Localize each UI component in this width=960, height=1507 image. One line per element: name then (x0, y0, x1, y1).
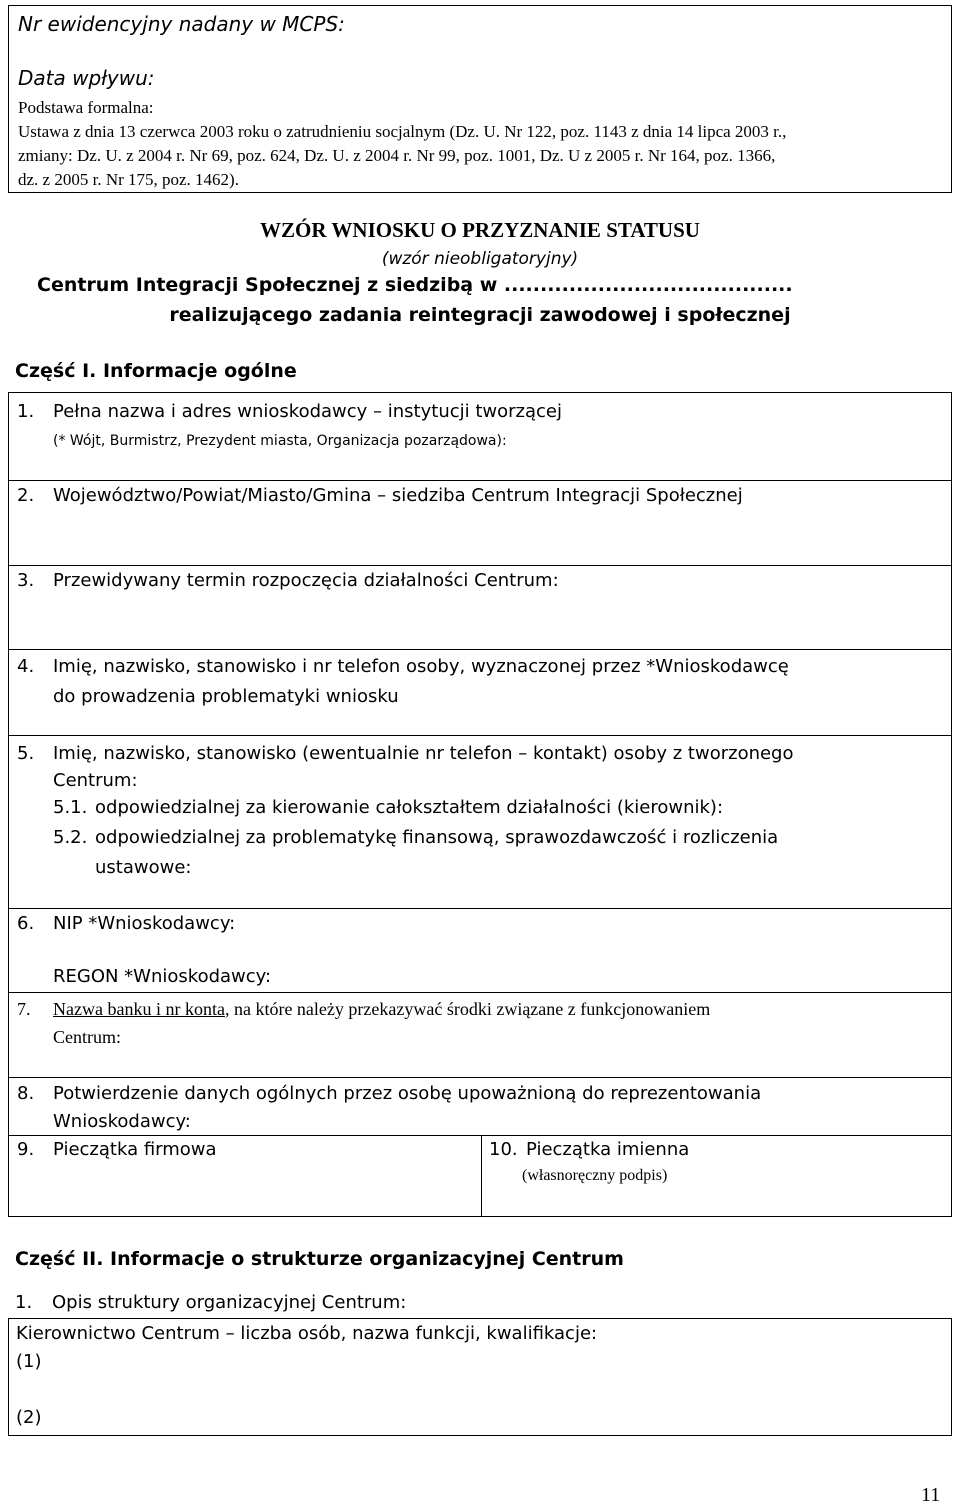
item5-1-number: 5.1. (53, 797, 88, 818)
item8-number: 8. (17, 1083, 35, 1104)
row-divider (9, 992, 951, 993)
item10-number: 10. (489, 1139, 518, 1160)
center-name-line: Centrum Integracji Społecznej z siedzibą w ........................................ (37, 274, 793, 296)
item6-number: 6. (17, 913, 35, 934)
item7-label-line-2: Centrum: (53, 1027, 121, 1047)
item9-number: 9. (17, 1139, 35, 1160)
item8-label-line-2: Wnioskodawcy: (53, 1111, 191, 1132)
bank-account-underlined: Nazwa banku i nr konta (53, 999, 225, 1019)
legal-basis-line-1: Ustawa z dnia 13 czerwca 2003 roku o zatrudnieniu socjalnym (Dz. U. Nr 122, poz. 1143 z dnia 14 lipca 2003 r., (18, 122, 787, 141)
receipt-date-label: Data wpływu: (18, 66, 155, 90)
item8-label-line-1: Potwierdzenie danych ogólnych przez osobę upoważnioną do reprezentowania (53, 1083, 762, 1104)
item4-label-line-2: do prowadzenia problematyki wniosku (53, 686, 399, 707)
management-entry-1: (1) (16, 1351, 42, 1372)
item5-2-number: 5.2. (53, 827, 88, 848)
item1-label: Pełna nazwa i adres wnioskodawcy – instytucji tworzącej (53, 401, 562, 422)
form-title: WZÓR WNIOSKU O PRZYZNANIE STATUSU (260, 218, 700, 242)
part2-item1-number: 1. (15, 1292, 33, 1313)
item2-label: Województwo/Powiat/Miasto/Gmina – siedziba Centrum Integracji Społecznej (53, 485, 743, 506)
row-divider (9, 1135, 951, 1136)
row-divider (9, 649, 951, 650)
general-info-table (8, 392, 952, 1217)
legal-basis-label: Podstawa formalna: (18, 98, 154, 117)
part1-title: Część I. Informacje ogólne (15, 360, 297, 382)
row-divider (9, 1077, 951, 1078)
item5-number: 5. (17, 743, 35, 764)
personal-stamp-label: Pieczątka imienna (526, 1139, 690, 1160)
legal-basis-line-2: zmiany: Dz. U. z 2004 r. Nr 69, poz. 624, Dz. U. z 2004 r. Nr 99, poz. 1001, Dz. U z 2005 r. Nr 164, poz. 1366, (18, 146, 776, 165)
row-divider (9, 908, 951, 909)
row-divider (9, 735, 951, 736)
item5-1-label: odpowiedzialnej za kierowanie całokształtem działalności (kierownik): (95, 797, 724, 818)
item7-number: 7. (17, 999, 31, 1019)
nip-label: NIP *Wnioskodawcy: (53, 913, 236, 934)
page-number: 11 (921, 1484, 941, 1506)
registry-number-label: Nr ewidencyjny nadany w MCPS: (18, 12, 345, 36)
item1-note: (* Wójt, Burmistrz, Prezydent miasta, Organizacja pozarządowa): (53, 433, 507, 449)
management-label: Kierownictwo Centrum – liczba osób, nazwa funkcji, kwalifikacje: (16, 1323, 598, 1344)
regon-label: REGON *Wnioskodawcy: (53, 966, 272, 987)
item5-label-line-1: Imię, nazwisko, stanowisko (ewentualnie nr telefon – kontakt) osoby z tworzonego (53, 743, 794, 764)
item5-label-line-2: Centrum: (53, 770, 138, 791)
registry-box (8, 5, 952, 193)
item3-number: 3. (17, 570, 35, 591)
signature-note: (własnoręczny podpis) (522, 1167, 668, 1184)
item1-number: 1. (17, 401, 35, 422)
center-tasks-line: realizującego zadania reintegracji zawodowej i społecznej (169, 304, 791, 326)
stamp-column-divider (481, 1135, 482, 1217)
item4-number: 4. (17, 656, 35, 677)
form-subtitle: (wzór nieobligatoryjny) (381, 249, 579, 269)
company-stamp-label: Pieczątka firmowa (53, 1139, 217, 1160)
part2-title: Część II. Informacje o strukturze organizacyjnej Centrum (15, 1248, 624, 1270)
item7-label-line-1 (53, 999, 710, 1020)
item5-2-label-line-2: ustawowe: (95, 857, 192, 878)
item3-label: Przewidywany termin rozpoczęcia działalności Centrum: (53, 570, 559, 591)
item4-label-line-1: Imię, nazwisko, stanowisko i nr telefon osoby, wyznaczonej przez *Wnioskodawcę (53, 656, 789, 677)
row-divider (9, 480, 951, 481)
management-entry-2: (2) (16, 1407, 42, 1428)
item5-2-label-line-1: odpowiedzialnej za problematykę finansową, sprawozdawczość i rozliczenia (95, 827, 779, 848)
part2-item1-label: Opis struktury organizacyjnej Centrum: (52, 1292, 407, 1313)
bank-account-rest: , na które należy przekazywać środki związane z funkcjonowaniem (224, 999, 711, 1019)
row-divider (9, 565, 951, 566)
item2-number: 2. (17, 485, 35, 506)
management-box (8, 1318, 952, 1436)
legal-basis-line-3: dz. z 2005 r. Nr 175, poz. 1462). (18, 170, 239, 189)
